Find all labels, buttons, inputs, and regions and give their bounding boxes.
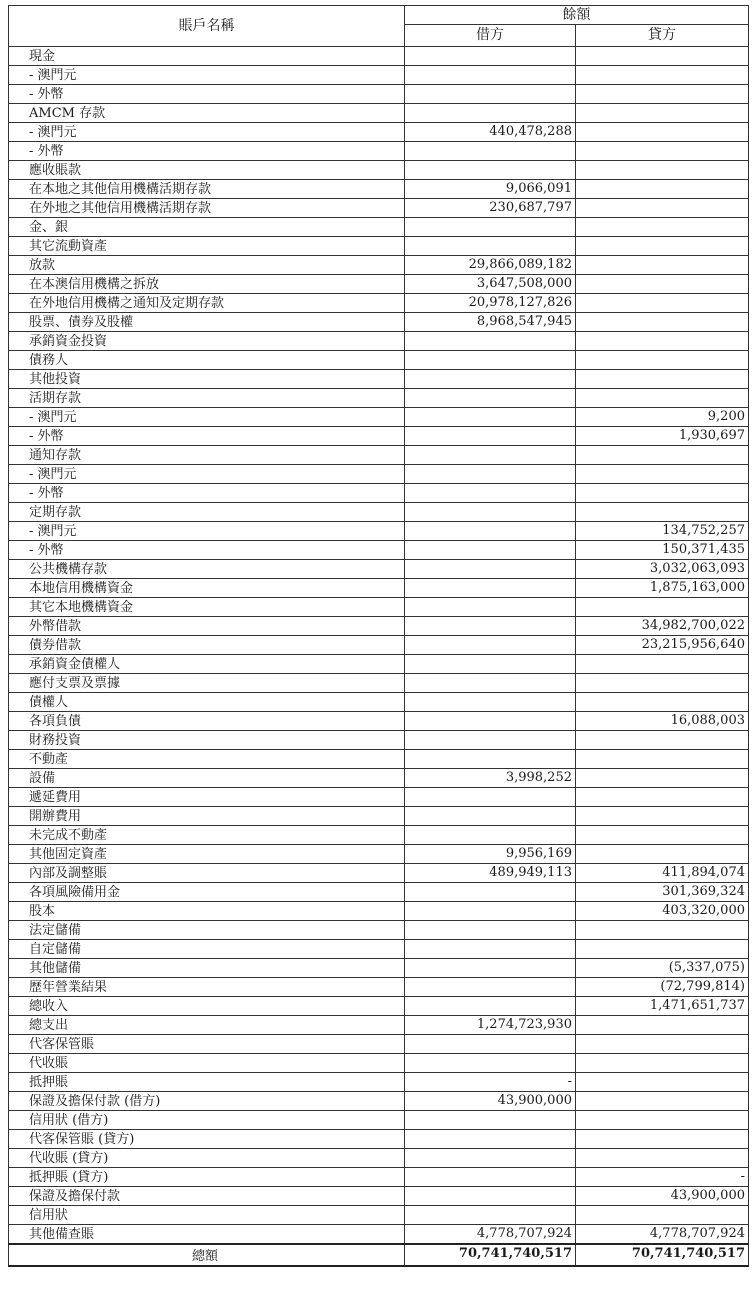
account-name-cell: 承銷資金投資 [9, 332, 405, 351]
account-name-cell: 總收入 [9, 997, 405, 1016]
credit-cell [576, 1073, 749, 1092]
debit-cell [405, 1035, 576, 1054]
credit-cell: 301,369,324 [576, 883, 749, 902]
debit-cell [405, 978, 576, 997]
debit-cell [405, 940, 576, 959]
account-name-cell: 抵押賬 [9, 1073, 405, 1092]
table-row [9, 1092, 749, 1111]
account-name-cell: 法定儲備 [9, 921, 405, 940]
debit-cell [405, 370, 576, 389]
account-name-cell: 活期存款 [9, 389, 405, 408]
account-name-cell: 抵押賬 (貸方) [9, 1168, 405, 1187]
credit-cell [576, 332, 749, 351]
credit-cell: 411,894,074 [576, 864, 749, 883]
account-name-cell: - 外幣 [9, 85, 405, 104]
total-credit: 70,741,740,517 [576, 1244, 749, 1266]
credit-cell [576, 1054, 749, 1073]
credit-cell [576, 655, 749, 674]
table-row [9, 636, 749, 655]
credit-cell [576, 47, 749, 66]
table-row [9, 769, 749, 788]
account-name-cell: 債務人 [9, 351, 405, 370]
account-name-cell: 各項負債 [9, 712, 405, 731]
debit-cell [405, 1168, 576, 1187]
table-row [9, 47, 749, 66]
credit-cell: 150,371,435 [576, 541, 749, 560]
table-row [9, 883, 749, 902]
credit-cell: - [576, 1168, 749, 1187]
debit-cell [405, 161, 576, 180]
table-row [9, 142, 749, 161]
table-row [9, 978, 749, 997]
debit-cell [405, 484, 576, 503]
debit-cell [405, 66, 576, 85]
account-name-cell: 公共機構存款 [9, 560, 405, 579]
table-row [9, 484, 749, 503]
account-name-cell: 自定儲備 [9, 940, 405, 959]
credit-cell: 1,875,163,000 [576, 579, 749, 598]
table-row [9, 1130, 749, 1149]
debit-cell [405, 959, 576, 978]
table-row [9, 617, 749, 636]
account-name-cell: 在外地信用機構之通知及定期存款 [9, 294, 405, 313]
table-row [9, 332, 749, 351]
debit-cell [405, 598, 576, 617]
debit-cell [405, 750, 576, 769]
debit-cell [405, 465, 576, 484]
credit-cell [576, 180, 749, 199]
account-name-cell: 歷年營業結果 [9, 978, 405, 997]
account-name-cell: 內部及調整賬 [9, 864, 405, 883]
account-name-cell: 承銷資金債權人 [9, 655, 405, 674]
credit-cell [576, 750, 749, 769]
account-name-cell: 代收賬 [9, 1054, 405, 1073]
credit-cell: 34,982,700,022 [576, 617, 749, 636]
table-row [9, 294, 749, 313]
table-row [9, 845, 749, 864]
debit-cell [405, 408, 576, 427]
debit-cell [405, 541, 576, 560]
debit-cell: - [405, 1073, 576, 1092]
table-row [9, 1225, 749, 1245]
account-name-cell: 遞延費用 [9, 788, 405, 807]
debit-cell: 29,866,089,182 [405, 256, 576, 275]
table-row [9, 826, 749, 845]
credit-cell [576, 104, 749, 123]
account-name-cell: 設備 [9, 769, 405, 788]
credit-cell: 16,088,003 [576, 712, 749, 731]
account-name-cell: 股票、債券及股權 [9, 313, 405, 332]
account-name-cell: 代客保管賬 (貸方) [9, 1130, 405, 1149]
account-name-cell: 外幣借款 [9, 617, 405, 636]
debit-cell [405, 446, 576, 465]
debit-cell [405, 579, 576, 598]
credit-cell [576, 484, 749, 503]
total-debit: 70,741,740,517 [405, 1244, 576, 1266]
debit-cell [405, 332, 576, 351]
table-row [9, 446, 749, 465]
table-row [9, 503, 749, 522]
account-name-cell: 其他儲備 [9, 959, 405, 978]
trial-balance-table [8, 5, 749, 1267]
credit-cell [576, 161, 749, 180]
table-row [9, 940, 749, 959]
debit-cell [405, 1187, 576, 1206]
credit-cell [576, 351, 749, 370]
table-row [9, 655, 749, 674]
table-row [9, 313, 749, 332]
table-row [9, 408, 749, 427]
account-name-cell: 未完成不動產 [9, 826, 405, 845]
credit-cell [576, 1016, 749, 1035]
table-row [9, 218, 749, 237]
debit-cell [405, 560, 576, 579]
account-name-cell: 應付支票及票據 [9, 674, 405, 693]
debit-cell [405, 1206, 576, 1225]
credit-cell [576, 826, 749, 845]
credit-cell [576, 731, 749, 750]
account-name-cell: 其它本地機構資金 [9, 598, 405, 617]
debit-cell: 1,274,723,930 [405, 1016, 576, 1035]
table-row [9, 104, 749, 123]
debit-cell [405, 1111, 576, 1130]
table-row [9, 750, 749, 769]
account-name-cell: 財務投資 [9, 731, 405, 750]
account-name-cell: 股本 [9, 902, 405, 921]
credit-cell [576, 313, 749, 332]
debit-cell [405, 218, 576, 237]
table-row [9, 199, 749, 218]
account-name-cell: 債券借款 [9, 636, 405, 655]
table-row [9, 237, 749, 256]
table-row [9, 1187, 749, 1206]
trial-balance-sheet [8, 5, 748, 1267]
table-row [9, 351, 749, 370]
debit-cell [405, 427, 576, 446]
account-name-cell: - 外幣 [9, 541, 405, 560]
account-name-cell: 定期存款 [9, 503, 405, 522]
account-name-cell: 各項風險備用金 [9, 883, 405, 902]
debit-cell [405, 712, 576, 731]
account-name-cell: 信用狀 (借方) [9, 1111, 405, 1130]
debit-cell [405, 788, 576, 807]
debit-cell: 489,949,113 [405, 864, 576, 883]
account-name-cell: 其他備查賬 [9, 1225, 405, 1245]
credit-cell: 1,930,697 [576, 427, 749, 446]
credit-cell [576, 465, 749, 484]
credit-cell: 134,752,257 [576, 522, 749, 541]
table-body [9, 47, 749, 1245]
credit-cell [576, 370, 749, 389]
credit-cell [576, 256, 749, 275]
account-name-header: 賬戶名稱 [9, 6, 405, 47]
account-name-cell: 在外地之其他信用機構活期存款 [9, 199, 405, 218]
credit-cell [576, 503, 749, 522]
account-name-cell: 應收賬款 [9, 161, 405, 180]
account-name-cell: 保證及擔保付款 (借方) [9, 1092, 405, 1111]
credit-cell [576, 788, 749, 807]
debit-cell [405, 237, 576, 256]
credit-cell: 1,471,651,737 [576, 997, 749, 1016]
credit-cell: 4,778,707,924 [576, 1225, 749, 1245]
credit-cell [576, 1092, 749, 1111]
debit-cell [405, 522, 576, 541]
table-row [9, 693, 749, 712]
account-name-cell: 代收賬 (貸方) [9, 1149, 405, 1168]
account-name-cell: 信用狀 [9, 1206, 405, 1225]
total-row [9, 1244, 749, 1266]
debit-cell: 4,778,707,924 [405, 1225, 576, 1245]
table-row [9, 1206, 749, 1225]
account-name-cell: 債權人 [9, 693, 405, 712]
account-name-cell: - 澳門元 [9, 66, 405, 85]
debit-cell: 8,968,547,945 [405, 313, 576, 332]
table-row [9, 788, 749, 807]
account-name-cell: 放款 [9, 256, 405, 275]
table-row [9, 1111, 749, 1130]
account-name-cell: - 澳門元 [9, 408, 405, 427]
table-row [9, 1168, 749, 1187]
credit-cell [576, 1111, 749, 1130]
debit-cell: 440,478,288 [405, 123, 576, 142]
account-name-cell: 在本地之其他信用機構活期存款 [9, 180, 405, 199]
credit-cell: 43,900,000 [576, 1187, 749, 1206]
table-row [9, 1054, 749, 1073]
debit-cell [405, 731, 576, 750]
debit-cell [405, 902, 576, 921]
account-name-cell: 在本澳信用機構之拆放 [9, 275, 405, 294]
account-name-cell: - 澳門元 [9, 123, 405, 142]
debit-header: 借方 [405, 25, 576, 47]
table-row [9, 864, 749, 883]
table-row [9, 731, 749, 750]
table-row [9, 560, 749, 579]
table-row [9, 902, 749, 921]
account-name-cell: 本地信用機構資金 [9, 579, 405, 598]
account-name-cell: 其他投資 [9, 370, 405, 389]
debit-cell: 43,900,000 [405, 1092, 576, 1111]
debit-cell [405, 351, 576, 370]
credit-cell [576, 123, 749, 142]
credit-cell [576, 294, 749, 313]
credit-cell [576, 199, 749, 218]
credit-header: 貸方 [576, 25, 749, 47]
table-row [9, 275, 749, 294]
credit-cell: (5,337,075) [576, 959, 749, 978]
account-name-cell: 金、銀 [9, 218, 405, 237]
credit-cell [576, 769, 749, 788]
credit-cell: 23,215,956,640 [576, 636, 749, 655]
total-label: 總額 [9, 1244, 405, 1266]
table-row [9, 921, 749, 940]
credit-cell: 403,320,000 [576, 902, 749, 921]
account-name-cell: 其它流動資產 [9, 237, 405, 256]
table-row [9, 1016, 749, 1035]
table-row [9, 66, 749, 85]
table-row [9, 465, 749, 484]
debit-cell: 3,998,252 [405, 769, 576, 788]
table-row [9, 1073, 749, 1092]
table-row [9, 674, 749, 693]
account-name-cell: - 澳門元 [9, 522, 405, 541]
debit-cell [405, 997, 576, 1016]
table-row [9, 370, 749, 389]
account-name-cell: AMCM 存款 [9, 104, 405, 123]
credit-cell [576, 218, 749, 237]
credit-cell [576, 807, 749, 826]
debit-cell: 9,956,169 [405, 845, 576, 864]
debit-cell [405, 85, 576, 104]
debit-cell: 9,066,091 [405, 180, 576, 199]
account-name-cell: 現金 [9, 47, 405, 66]
debit-cell [405, 1149, 576, 1168]
table-header [9, 6, 749, 47]
credit-cell [576, 66, 749, 85]
debit-cell [405, 104, 576, 123]
debit-cell: 20,978,127,826 [405, 294, 576, 313]
debit-cell [405, 636, 576, 655]
credit-cell [576, 1206, 749, 1225]
table-row [9, 123, 749, 142]
credit-cell [576, 389, 749, 408]
account-name-cell: 開辦費用 [9, 807, 405, 826]
debit-cell: 3,647,508,000 [405, 275, 576, 294]
debit-cell [405, 674, 576, 693]
table-row [9, 712, 749, 731]
credit-cell [576, 845, 749, 864]
debit-cell [405, 1054, 576, 1073]
table-row [9, 1149, 749, 1168]
credit-cell [576, 1149, 749, 1168]
table-row [9, 256, 749, 275]
debit-cell [405, 807, 576, 826]
credit-cell: 3,032,063,093 [576, 560, 749, 579]
account-name-cell: 保證及擔保付款 [9, 1187, 405, 1206]
table-row [9, 427, 749, 446]
table-row [9, 598, 749, 617]
credit-cell [576, 674, 749, 693]
account-name-cell: 總支出 [9, 1016, 405, 1035]
table-row [9, 389, 749, 408]
debit-cell [405, 1130, 576, 1149]
credit-cell [576, 1130, 749, 1149]
credit-cell: 9,200 [576, 408, 749, 427]
table-row [9, 180, 749, 199]
table-row [9, 959, 749, 978]
debit-cell [405, 617, 576, 636]
credit-cell [576, 921, 749, 940]
table-row [9, 807, 749, 826]
debit-cell [405, 921, 576, 940]
table-row [9, 997, 749, 1016]
credit-cell [576, 446, 749, 465]
credit-cell [576, 1035, 749, 1054]
account-name-cell: 不動產 [9, 750, 405, 769]
account-name-cell: - 外幣 [9, 142, 405, 161]
debit-cell [405, 826, 576, 845]
account-name-cell: - 澳門元 [9, 465, 405, 484]
account-name-cell: 代客保管賬 [9, 1035, 405, 1054]
debit-cell [405, 142, 576, 161]
debit-cell [405, 693, 576, 712]
credit-cell [576, 85, 749, 104]
credit-cell [576, 237, 749, 256]
credit-cell [576, 693, 749, 712]
credit-cell [576, 142, 749, 161]
account-name-cell: - 外幣 [9, 484, 405, 503]
debit-cell: 230,687,797 [405, 199, 576, 218]
debit-cell [405, 655, 576, 674]
table-row [9, 1035, 749, 1054]
table-row [9, 85, 749, 104]
debit-cell [405, 883, 576, 902]
credit-cell [576, 940, 749, 959]
balance-header: 餘額 [405, 6, 749, 25]
debit-cell [405, 47, 576, 66]
table-row [9, 541, 749, 560]
debit-cell [405, 503, 576, 522]
table-row [9, 522, 749, 541]
credit-cell [576, 598, 749, 617]
credit-cell: (72,799,814) [576, 978, 749, 997]
account-name-cell: - 外幣 [9, 427, 405, 446]
account-name-cell: 通知存款 [9, 446, 405, 465]
account-name-cell: 其他固定資產 [9, 845, 405, 864]
debit-cell [405, 389, 576, 408]
table-row [9, 161, 749, 180]
table-row [9, 579, 749, 598]
credit-cell [576, 275, 749, 294]
